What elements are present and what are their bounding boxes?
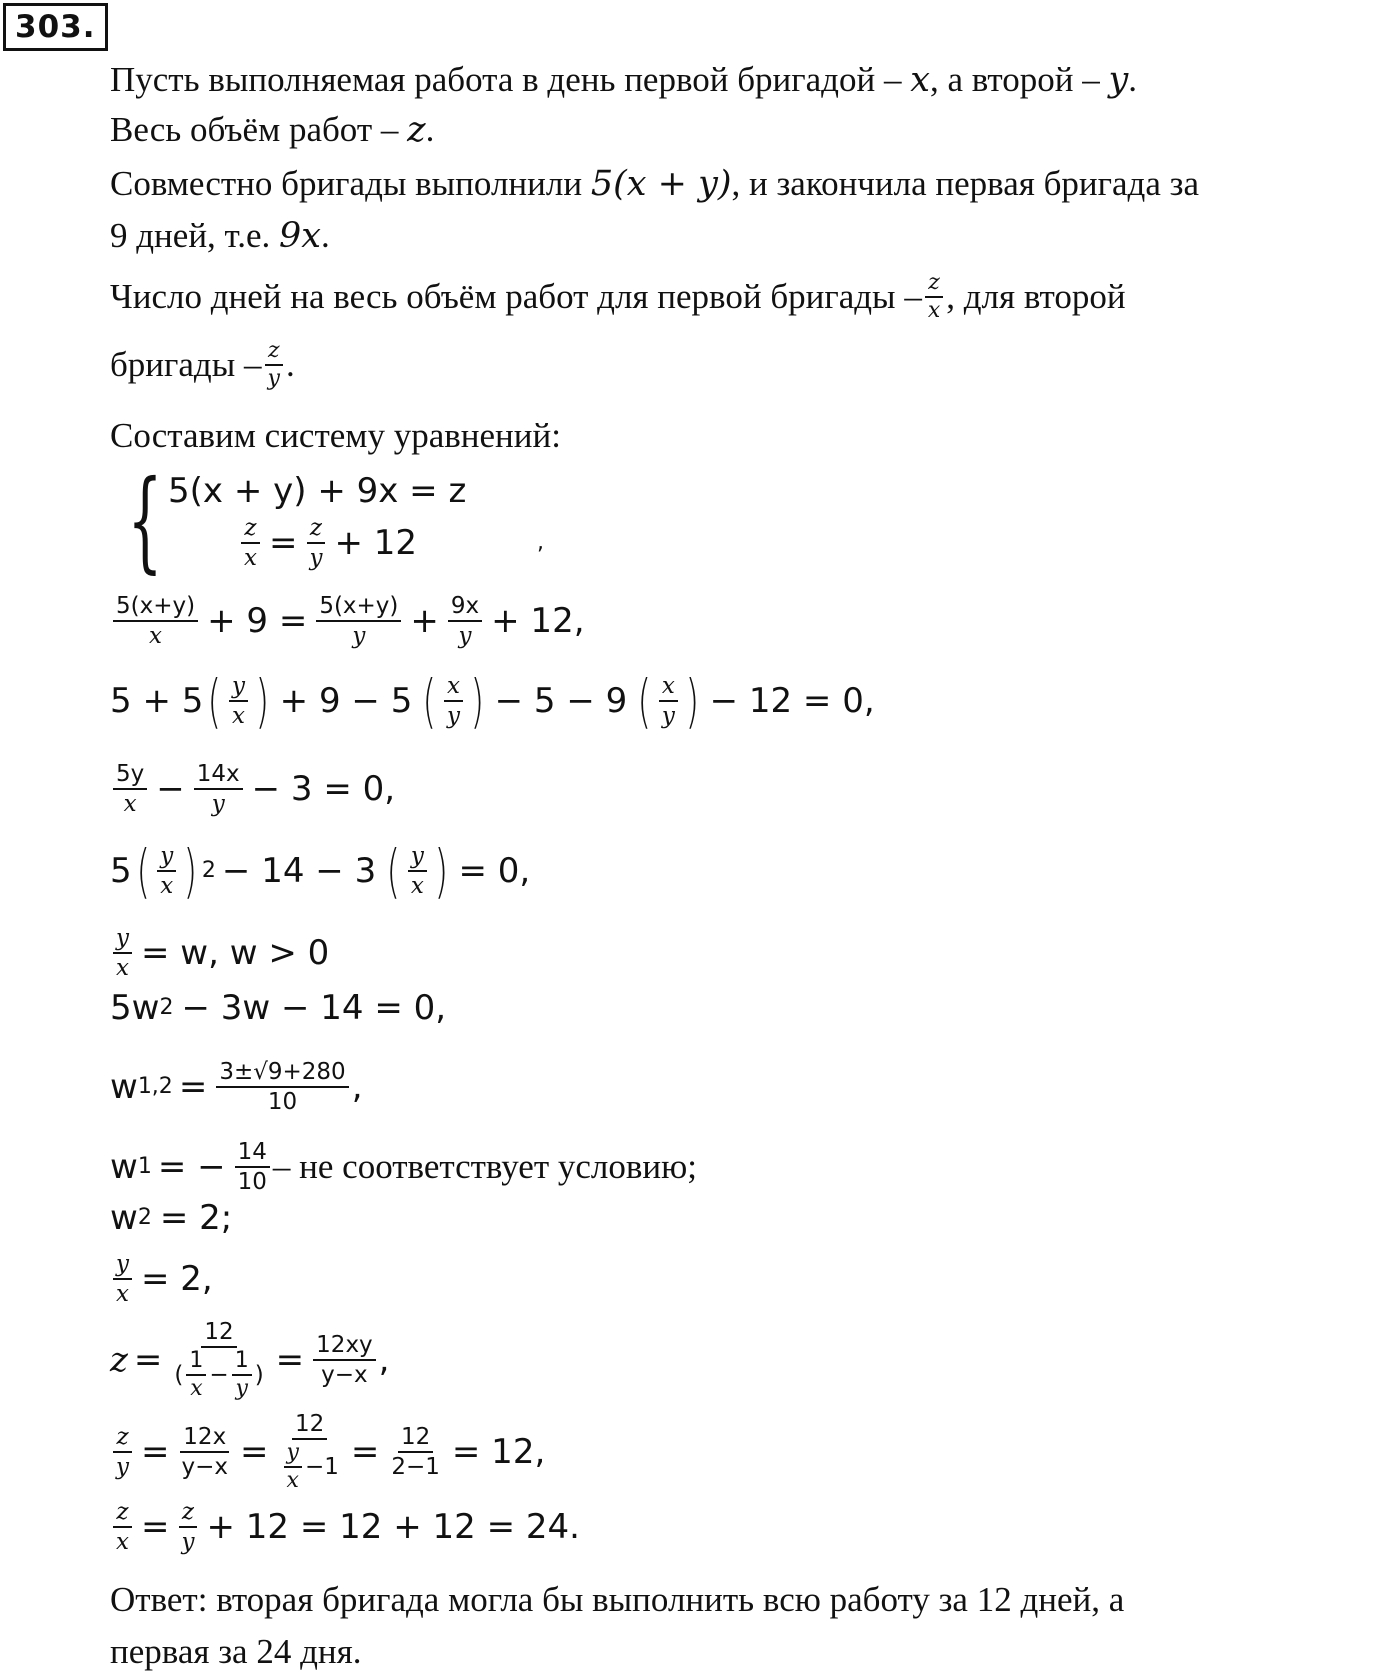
equation-3: 5y x − $\frac{14x}{y}$ − 3 = 0, — [110, 760, 395, 818]
equation-4: 5 ( y x ) 2 − 14 − 3 ( y x ) = 0, — [110, 837, 531, 905]
fraction-z-over-x: z x — [925, 270, 943, 324]
answer-line-1: Ответ: вторая бригада могла бы выполнить всю работу за 12 дней, а — [110, 1580, 1125, 1619]
answer-line-2: первая за 24 дня. — [110, 1632, 362, 1671]
equation-system — [110, 456, 545, 584]
equation-8: w 1 = − $\frac{14}{10}$ – не соответствует условию; — [110, 1139, 698, 1195]
equation-6: 5w 2 − 3w − 14 = 0, — [110, 988, 447, 1028]
equation-12: $\frac{z}{y}$ = $\frac{12x}{y-x}$ = 12 y x −1 = $\frac{12}{2-1}$ = 12, — [110, 1410, 545, 1494]
equation-1: 5(x+y) x + 9 = $\frac{5(x+y)}{y}$ + $\frac{9x}{y}$ + 12, — [110, 592, 585, 650]
equation-2: 5 + 5 ( y x ) + 9 − 5 ( x y ) − 5 − 9 ( x y ) − 12 = 0, — [110, 667, 875, 735]
equation-11: z = 12 ( 1 x − 1 y ) = $\frac{12xy}{y-x}$ , — [110, 1319, 390, 1401]
equation-5: $\frac{y}{x}$ = w, w > 0 — [110, 924, 329, 982]
fraction-z-over-y: z y — [265, 338, 283, 392]
text-line-5: Число дней на весь объём работ для первой бригады – z x , для второй — [110, 270, 1126, 323]
equation-10: $\frac{y}{x}$ = 2, — [110, 1250, 213, 1308]
brace-symbol: { — [127, 456, 163, 584]
text-line-3: Совместно бригады выполнили 5(x + y), и закончила первая бригада за — [110, 164, 1199, 204]
system-eq-1: 5(x + y) + 9x = z — [168, 471, 467, 511]
equation-13: $\frac{z}{x}$ = $\frac{z}{y}$ + 12 = 12 + 12 = 24. — [110, 1498, 580, 1556]
text-line-4: 9 дней, т.е. 9x. — [110, 216, 330, 256]
text-line-2: Весь объём работ – z. — [110, 110, 435, 150]
text-line-7: Составим систему уравнений: — [110, 416, 561, 455]
equation-7: w 1,2 = $\frac{3\pm√9+280}{10}$ , — [110, 1059, 363, 1115]
text-line-1: Пусть выполняемая работа в день первой бригадой – x, а второй – y. — [110, 60, 1137, 100]
equation-9: w 2 = 2; — [110, 1198, 233, 1238]
system-eq-2: $\frac{z}{x}$ = $\frac{z}{y}$ + 12 , — [238, 514, 544, 572]
problem-number: 303. — [3, 3, 108, 51]
text-line-6: бригады – z y . — [110, 338, 295, 391]
